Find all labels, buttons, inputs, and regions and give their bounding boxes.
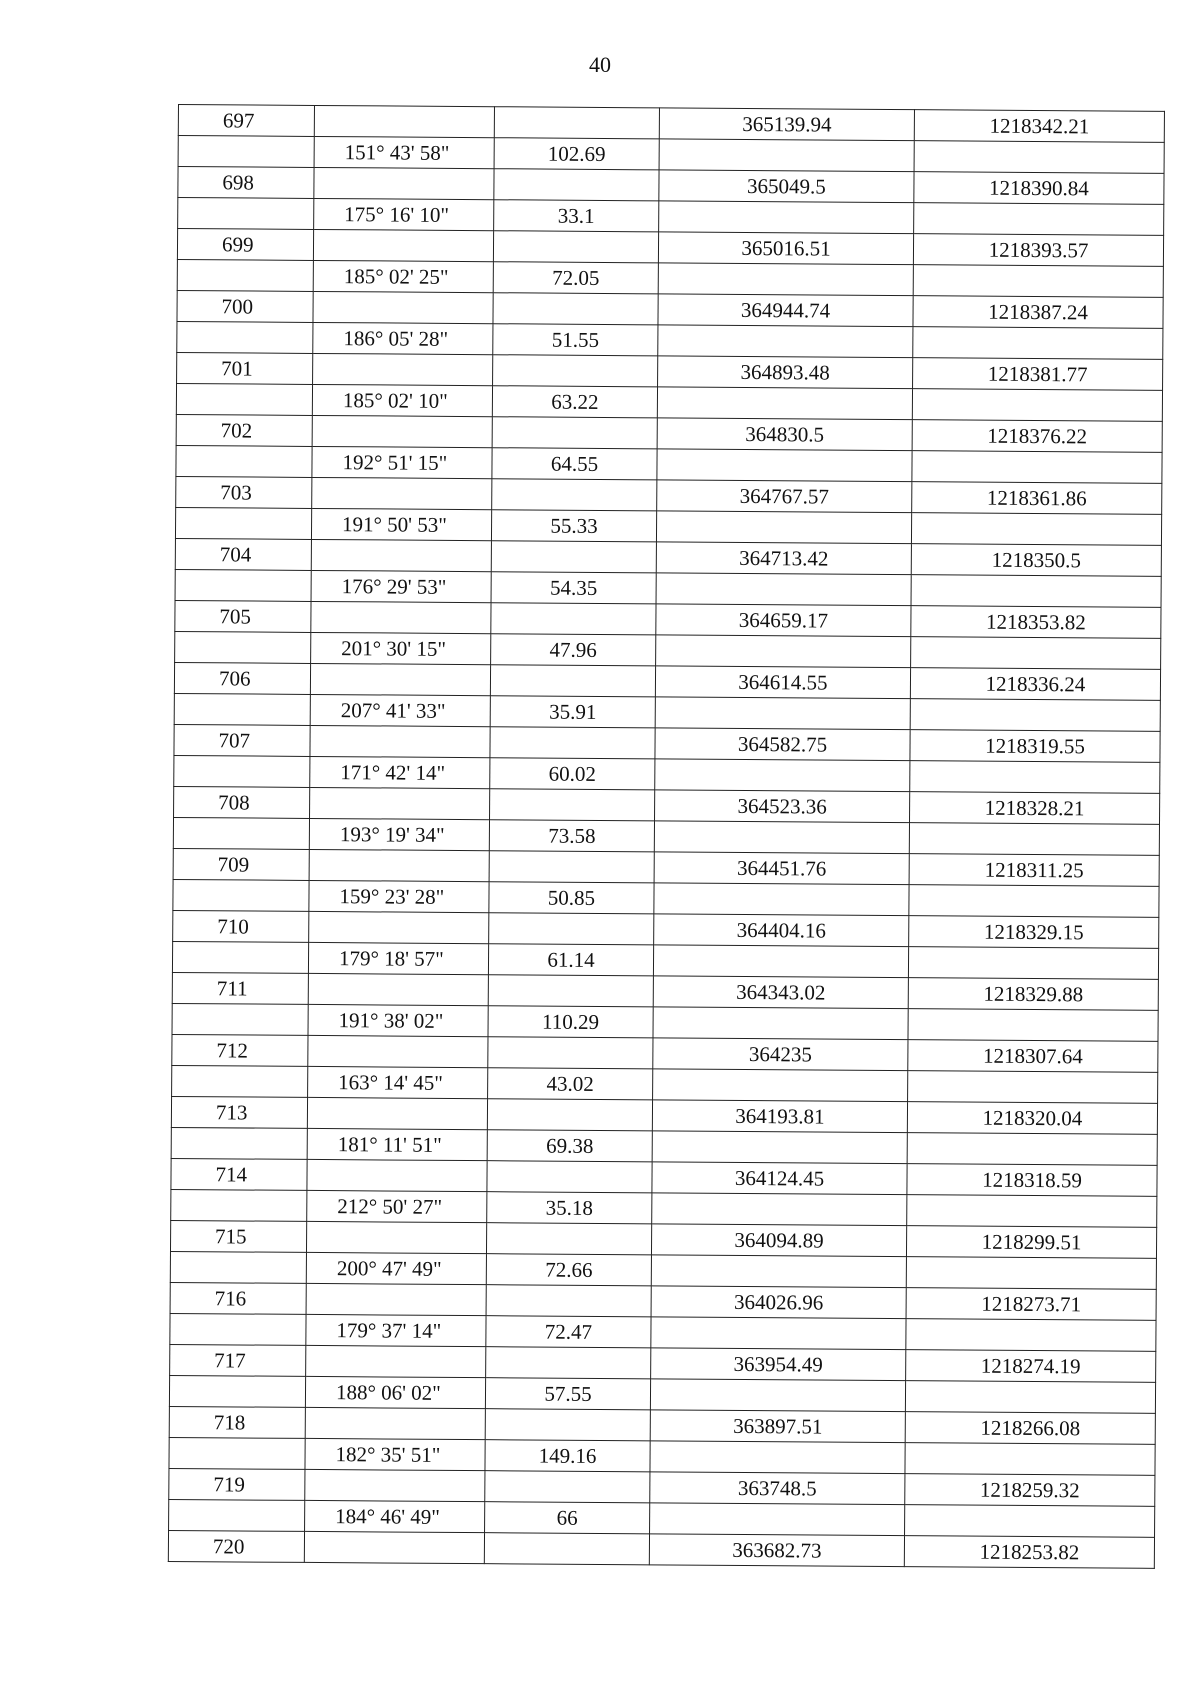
northing-cell xyxy=(653,945,908,978)
station-cell xyxy=(173,879,309,911)
station-cell: 707 xyxy=(174,724,310,756)
easting-cell xyxy=(905,1381,1155,1414)
station-cell: 701 xyxy=(177,352,313,384)
northing-cell: 364767.57 xyxy=(657,480,912,513)
northing-cell: 364451.76 xyxy=(654,852,909,885)
station-cell xyxy=(178,198,314,230)
station-cell: 712 xyxy=(172,1034,308,1066)
bearing-cell xyxy=(307,1097,487,1129)
bearing-cell: 179° 37' 14" xyxy=(306,1314,486,1346)
station-cell: 698 xyxy=(178,167,314,199)
page-number: 40 xyxy=(589,52,611,77)
station-cell: 708 xyxy=(174,786,310,818)
easting-cell xyxy=(911,637,1161,670)
northing-cell xyxy=(656,511,911,544)
easting-cell: 1218259.32 xyxy=(905,1474,1155,1507)
bearing-cell xyxy=(310,725,490,757)
bearing-cell xyxy=(305,1469,485,1501)
easting-cell xyxy=(909,823,1159,856)
distance-cell xyxy=(486,1347,651,1379)
easting-cell xyxy=(905,1505,1155,1538)
station-cell: 714 xyxy=(171,1158,307,1190)
easting-cell: 1218342.21 xyxy=(914,110,1164,143)
northing-cell: 363682.73 xyxy=(649,1534,904,1567)
distance-cell xyxy=(492,417,657,449)
easting-cell xyxy=(908,1009,1158,1042)
northing-cell: 365016.51 xyxy=(658,232,913,265)
northing-cell xyxy=(658,263,913,296)
bearing-cell: 207° 41' 33" xyxy=(310,694,490,726)
northing-cell: 365139.94 xyxy=(659,108,914,141)
bearing-cell xyxy=(306,1345,486,1377)
easting-cell: 1218387.24 xyxy=(913,296,1163,329)
northing-cell: 364830.5 xyxy=(657,418,912,451)
station-cell xyxy=(175,569,311,601)
bearing-cell xyxy=(312,477,492,509)
bearing-cell xyxy=(314,167,494,199)
easting-cell xyxy=(907,1133,1157,1166)
station-cell xyxy=(178,136,314,168)
bearing-cell: 151° 43' 58" xyxy=(314,136,494,168)
northing-cell: 364193.81 xyxy=(652,1100,907,1133)
survey-coordinates-table xyxy=(168,104,1165,1569)
station-cell xyxy=(169,1499,305,1531)
bearing-cell xyxy=(313,291,493,323)
northing-cell xyxy=(653,1069,908,1102)
station-cell: 711 xyxy=(172,972,308,1004)
northing-cell xyxy=(658,325,913,358)
northing-cell: 364713.42 xyxy=(656,542,911,575)
northing-cell xyxy=(650,1441,905,1474)
easting-cell: 1218319.55 xyxy=(910,730,1160,763)
distance-cell: 61.14 xyxy=(488,944,653,976)
bearing-cell xyxy=(306,1221,486,1253)
distance-cell xyxy=(489,913,654,945)
easting-cell xyxy=(908,947,1158,980)
distance-cell xyxy=(492,479,657,511)
distance-cell xyxy=(493,355,658,387)
distance-cell: 47.96 xyxy=(491,634,656,666)
station-cell: 713 xyxy=(171,1096,307,1128)
easting-cell: 1218376.22 xyxy=(912,420,1162,453)
bearing-cell xyxy=(305,1407,485,1439)
station-cell xyxy=(170,1313,306,1345)
distance-cell: 72.05 xyxy=(493,262,658,294)
northing-cell: 364094.89 xyxy=(651,1224,906,1257)
distance-cell xyxy=(487,1099,652,1131)
easting-cell xyxy=(906,1319,1156,1352)
distance-cell xyxy=(490,789,655,821)
station-cell xyxy=(175,507,311,539)
distance-cell: 55.33 xyxy=(491,510,656,542)
easting-cell: 1218390.84 xyxy=(914,172,1164,205)
easting-cell xyxy=(912,389,1162,422)
bearing-cell xyxy=(308,1035,488,1067)
bearing-cell: 193° 19' 34" xyxy=(309,818,489,850)
northing-cell xyxy=(651,1317,906,1350)
northing-cell: 364404.16 xyxy=(654,914,909,947)
station-cell xyxy=(177,259,313,291)
station-cell: 720 xyxy=(168,1530,304,1562)
easting-cell: 1218273.71 xyxy=(906,1288,1156,1321)
bearing-cell: 201° 30' 15" xyxy=(311,632,491,664)
easting-cell xyxy=(911,513,1161,546)
station-cell: 716 xyxy=(170,1282,306,1314)
distance-cell: 33.1 xyxy=(494,200,659,232)
easting-cell xyxy=(908,1071,1158,1104)
bearing-cell xyxy=(312,415,492,447)
distance-cell: 57.55 xyxy=(485,1378,650,1410)
station-cell: 719 xyxy=(169,1468,305,1500)
easting-cell: 1218329.15 xyxy=(909,916,1159,949)
station-cell: 697 xyxy=(178,105,314,137)
distance-cell: 72.66 xyxy=(486,1254,651,1286)
distance-cell xyxy=(491,603,656,635)
easting-cell: 1218253.82 xyxy=(904,1536,1154,1569)
northing-cell: 364659.17 xyxy=(656,604,911,637)
easting-cell xyxy=(914,203,1164,236)
bearing-cell: 185° 02' 10" xyxy=(312,384,492,416)
easting-cell: 1218381.77 xyxy=(913,358,1163,391)
easting-cell: 1218266.08 xyxy=(905,1412,1155,1445)
station-cell: 718 xyxy=(169,1406,305,1438)
bearing-cell xyxy=(311,601,491,633)
distance-cell: 60.02 xyxy=(490,758,655,790)
easting-cell: 1218393.57 xyxy=(913,234,1163,267)
distance-cell: 66 xyxy=(485,1502,650,1534)
distance-cell xyxy=(486,1223,651,1255)
station-cell xyxy=(175,631,311,663)
station-cell: 699 xyxy=(177,229,313,261)
easting-cell: 1218361.86 xyxy=(912,482,1162,515)
distance-cell xyxy=(487,1161,652,1193)
easting-cell: 1218328.21 xyxy=(910,792,1160,825)
easting-cell: 1218299.51 xyxy=(906,1226,1156,1259)
distance-cell: 35.18 xyxy=(487,1192,652,1224)
northing-cell xyxy=(653,1007,908,1040)
easting-cell: 1218307.64 xyxy=(908,1040,1158,1073)
distance-cell: 63.22 xyxy=(492,386,657,418)
bearing-cell xyxy=(308,973,488,1005)
distance-cell: 50.85 xyxy=(489,882,654,914)
northing-cell: 364614.55 xyxy=(655,666,910,699)
easting-cell xyxy=(907,1195,1157,1228)
northing-cell: 364944.74 xyxy=(658,294,913,327)
station-cell xyxy=(169,1437,305,1469)
northing-cell: 365049.5 xyxy=(659,170,914,203)
easting-cell: 1218350.5 xyxy=(911,544,1161,577)
easting-cell xyxy=(914,141,1164,174)
bearing-cell: 182° 35' 51" xyxy=(305,1438,485,1470)
station-cell xyxy=(171,1127,307,1159)
distance-cell: 72.47 xyxy=(486,1316,651,1348)
northing-cell xyxy=(657,449,912,482)
station-cell xyxy=(172,1003,308,1035)
easting-cell xyxy=(905,1443,1155,1476)
station-cell: 715 xyxy=(170,1220,306,1252)
northing-cell xyxy=(659,139,914,172)
bearing-cell xyxy=(304,1531,484,1563)
distance-cell xyxy=(485,1409,650,1441)
easting-cell: 1218274.19 xyxy=(906,1350,1156,1383)
easting-cell: 1218329.88 xyxy=(908,978,1158,1011)
northing-cell xyxy=(652,1193,907,1226)
bearing-cell: 186° 05' 28" xyxy=(313,322,493,354)
northing-cell xyxy=(654,821,909,854)
bearing-cell xyxy=(306,1283,486,1315)
easting-cell xyxy=(912,451,1162,484)
station-cell: 703 xyxy=(176,476,312,508)
distance-cell xyxy=(488,975,653,1007)
distance-cell xyxy=(489,851,654,883)
bearing-cell: 171° 42' 14" xyxy=(310,756,490,788)
northing-cell xyxy=(652,1131,907,1164)
distance-cell: 51.55 xyxy=(493,324,658,356)
easting-cell: 1218320.04 xyxy=(907,1102,1157,1135)
station-cell xyxy=(176,383,312,415)
northing-cell xyxy=(654,883,909,916)
distance-cell: 64.55 xyxy=(492,448,657,480)
bearing-cell xyxy=(314,105,494,137)
distance-cell xyxy=(494,107,659,139)
station-cell: 700 xyxy=(177,290,313,322)
bearing-cell xyxy=(309,849,489,881)
northing-cell xyxy=(656,635,911,668)
station-cell: 705 xyxy=(175,600,311,632)
bearing-cell xyxy=(309,911,489,943)
northing-cell xyxy=(650,1379,905,1412)
bearing-cell: 163° 14' 45" xyxy=(308,1066,488,1098)
northing-cell: 364523.36 xyxy=(655,790,910,823)
distance-cell xyxy=(488,1037,653,1069)
distance-cell: 149.16 xyxy=(485,1440,650,1472)
bearing-cell: 176° 29' 53" xyxy=(311,570,491,602)
station-cell: 702 xyxy=(176,414,312,446)
station-cell xyxy=(173,817,309,849)
easting-cell: 1218353.82 xyxy=(911,606,1161,639)
northing-cell: 364343.02 xyxy=(653,976,908,1009)
northing-cell: 364235 xyxy=(653,1038,908,1071)
bearing-cell: 184° 46' 49" xyxy=(305,1500,485,1532)
bearing-cell: 212° 50' 27" xyxy=(307,1190,487,1222)
distance-cell xyxy=(484,1533,649,1565)
northing-cell: 363954.49 xyxy=(651,1348,906,1381)
table-body xyxy=(168,105,1164,1569)
northing-cell: 364026.96 xyxy=(651,1286,906,1319)
bearing-cell xyxy=(310,663,490,695)
bearing-cell: 175° 16' 10" xyxy=(314,198,494,230)
bearing-cell: 191° 38' 02" xyxy=(308,1004,488,1036)
easting-cell xyxy=(909,885,1159,918)
northing-cell xyxy=(656,573,911,606)
easting-cell xyxy=(906,1257,1156,1290)
northing-cell: 364582.75 xyxy=(655,728,910,761)
station-cell xyxy=(177,321,313,353)
northing-cell xyxy=(655,697,910,730)
distance-cell: 73.58 xyxy=(489,820,654,852)
table-row-point xyxy=(168,1530,1154,1568)
station-cell xyxy=(169,1375,305,1407)
distance-cell: 43.02 xyxy=(488,1068,653,1100)
bearing-cell: 192° 51' 15" xyxy=(312,446,492,478)
bearing-cell: 188° 06' 02" xyxy=(305,1376,485,1408)
bearing-cell xyxy=(313,353,493,385)
distance-cell xyxy=(485,1471,650,1503)
northing-cell xyxy=(651,1255,906,1288)
easting-cell xyxy=(911,575,1161,608)
bearing-cell: 159° 23' 28" xyxy=(309,880,489,912)
northing-cell: 364124.45 xyxy=(652,1162,907,1195)
bearing-cell xyxy=(310,787,490,819)
easting-cell xyxy=(913,327,1163,360)
distance-cell: 102.69 xyxy=(494,138,659,170)
easting-cell xyxy=(913,265,1163,298)
distance-cell: 54.35 xyxy=(491,572,656,604)
easting-cell: 1218311.25 xyxy=(909,854,1159,887)
station-cell: 706 xyxy=(174,662,310,694)
station-cell xyxy=(171,1189,307,1221)
station-cell: 717 xyxy=(170,1344,306,1376)
distance-cell: 69.38 xyxy=(487,1130,652,1162)
station-cell xyxy=(176,445,312,477)
bearing-cell xyxy=(307,1159,487,1191)
distance-cell: 110.29 xyxy=(488,1006,653,1038)
station-cell xyxy=(172,941,308,973)
bearing-cell xyxy=(311,539,491,571)
northing-cell xyxy=(650,1503,905,1536)
distance-cell xyxy=(494,169,659,201)
bearing-cell xyxy=(313,229,493,261)
bearing-cell: 185° 02' 25" xyxy=(313,260,493,292)
distance-cell xyxy=(493,293,658,325)
northing-cell xyxy=(659,201,914,234)
northing-cell xyxy=(655,759,910,792)
easting-cell: 1218336.24 xyxy=(910,668,1160,701)
station-cell xyxy=(174,693,310,725)
distance-cell xyxy=(493,231,658,263)
easting-cell: 1218318.59 xyxy=(907,1164,1157,1197)
distance-cell xyxy=(486,1285,651,1317)
station-cell xyxy=(174,755,310,787)
distance-cell xyxy=(491,541,656,573)
distance-cell xyxy=(490,665,655,697)
distance-cell xyxy=(490,727,655,759)
northing-cell: 364893.48 xyxy=(658,356,913,389)
easting-cell xyxy=(910,761,1160,794)
bearing-cell: 179° 18' 57" xyxy=(308,942,488,974)
easting-cell xyxy=(910,699,1160,732)
bearing-cell: 181° 11' 51" xyxy=(307,1128,487,1160)
station-cell: 704 xyxy=(175,538,311,570)
station-cell: 709 xyxy=(173,848,309,880)
station-cell xyxy=(172,1065,308,1097)
distance-cell: 35.91 xyxy=(490,696,655,728)
northing-cell: 363897.51 xyxy=(650,1410,905,1443)
station-cell xyxy=(170,1251,306,1283)
bearing-cell: 191° 50' 53" xyxy=(311,508,491,540)
bearing-cell: 200° 47' 49" xyxy=(306,1252,486,1284)
northing-cell: 363748.5 xyxy=(650,1472,905,1505)
station-cell: 710 xyxy=(173,910,309,942)
northing-cell xyxy=(657,387,912,420)
